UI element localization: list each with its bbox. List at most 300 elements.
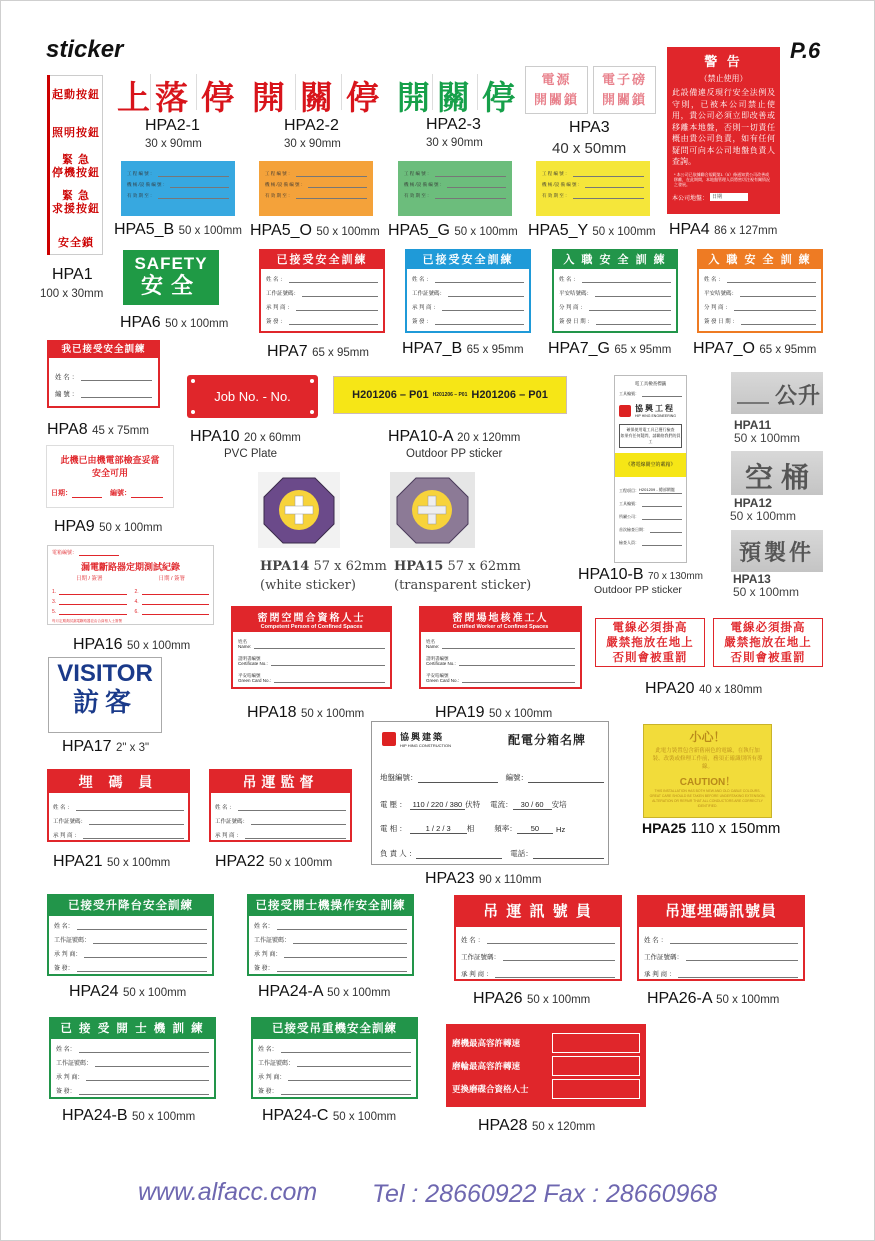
hpa3-lock-power-text: 電源 開關鎖 bbox=[533, 72, 579, 107]
hpa7-row-line bbox=[596, 317, 671, 325]
hpa10b-row-label: 工程項目： bbox=[619, 488, 639, 493]
hip-hing-logo-icon bbox=[619, 405, 631, 417]
hpa24-row-line bbox=[77, 964, 207, 972]
hpa21-row-line bbox=[76, 803, 184, 811]
hpa23-voltage-unit: 伏特 bbox=[465, 800, 481, 809]
hpa5-row-label: 工 程 編 號 ： bbox=[265, 171, 293, 176]
hpa24-row-label: 承 判 商： bbox=[254, 952, 282, 958]
hpa10b-row-line bbox=[650, 525, 682, 533]
hpa7-row-label: 平安咭號碼： bbox=[704, 291, 738, 297]
hpa16-row bbox=[135, 585, 210, 595]
hpa5-row bbox=[127, 188, 229, 199]
hpa6-zh: 安全 bbox=[140, 273, 201, 298]
hpa25-caution-sticker bbox=[643, 724, 772, 818]
hpa28-row-label: 更換磨碟合資格人士 bbox=[452, 1083, 529, 1094]
hpa5-row-line bbox=[296, 169, 367, 177]
hpa16-grid bbox=[52, 585, 209, 615]
hpa7-row bbox=[704, 283, 816, 297]
divider bbox=[295, 74, 296, 110]
hpa23-company-en: HIP HING CONSTRUCTION bbox=[400, 743, 452, 748]
hpa18-row bbox=[238, 666, 385, 683]
hpa13-sticker bbox=[731, 530, 823, 572]
hpa22-row-label: 承 判 商 ： bbox=[215, 833, 242, 839]
hpa7-row-label: 簽 發 ： bbox=[412, 319, 432, 325]
hpa26-row-line bbox=[678, 970, 798, 978]
hpa24-row bbox=[54, 944, 207, 958]
divider bbox=[341, 74, 342, 110]
hpa24-row-label: 承 判 商： bbox=[258, 1075, 286, 1081]
hpa2-char: 開 bbox=[397, 78, 430, 117]
hpa7-o-code: HPA7_O 65 x 95mm bbox=[693, 340, 817, 357]
hpa26-card-title: 吊 運 訊 號 員 bbox=[456, 897, 620, 927]
hpa5-row-line bbox=[585, 180, 644, 188]
hpa10-text: Job No. - No. bbox=[214, 389, 291, 404]
hpa23-phase-label: 電 相 ： bbox=[380, 824, 407, 833]
hpa11-sticker bbox=[731, 372, 823, 414]
hpa19-row-line bbox=[459, 658, 575, 666]
hpa7-row-line bbox=[448, 289, 524, 297]
hpa24-row-line bbox=[277, 922, 407, 930]
hpa24-row bbox=[54, 958, 207, 972]
hpa7-row-label: 姓 名 ： bbox=[704, 277, 724, 283]
hpa26-row-label: 姓 名 ： bbox=[644, 937, 668, 944]
footer-contact: Tel : 28660922 Fax : 28660968 bbox=[372, 1180, 718, 1208]
hpa18-row-line bbox=[274, 675, 385, 683]
divider bbox=[432, 74, 433, 110]
hpa13-code: HPA13 bbox=[733, 572, 771, 586]
hpa4-footer-box: 日期 bbox=[710, 193, 748, 201]
hpa23-person-label: 負 責 人 ： bbox=[380, 849, 417, 858]
hpa24-row bbox=[56, 1067, 209, 1081]
hpa15-code: HPA15 57 x 62mm bbox=[394, 559, 521, 574]
hpa24-card-title: 已 接 受 開 士 機 訓 練 bbox=[51, 1019, 214, 1039]
hpa26-row bbox=[461, 927, 615, 944]
hpa7-card bbox=[259, 249, 385, 333]
hpa5-row-line bbox=[158, 191, 229, 199]
hpa22-row-label: 工作証號碼： bbox=[215, 819, 249, 825]
divider bbox=[477, 74, 478, 110]
hpa10b-notice: 確保使用電工具已獲行檢查 如果有任何疑問，請聯絡我們的員工 bbox=[619, 424, 682, 448]
hpa24b-code: HPA24-B 50 x 100mm bbox=[62, 1107, 196, 1124]
hpa16-row-line bbox=[142, 587, 209, 595]
hpa10b-row-label: 首次檢查日期： bbox=[619, 527, 647, 532]
hpa26-row-line bbox=[487, 936, 615, 944]
hpa7-row-line bbox=[289, 317, 378, 325]
hpa17-visitor-sticker bbox=[48, 657, 162, 733]
hpa5-row-line bbox=[435, 169, 506, 177]
hpa5-row-line bbox=[170, 180, 229, 188]
hpa3-lock-scale-text: 電子磅 開關鎖 bbox=[601, 72, 647, 107]
hpa10b-desc: Outdoor PP sticker bbox=[594, 584, 682, 596]
hpa7-row bbox=[266, 269, 378, 283]
hpa7-row bbox=[704, 311, 816, 325]
hpa26-row-label: 承 判 商 ： bbox=[644, 971, 676, 978]
hpa19-rows bbox=[421, 632, 580, 683]
hpa3-code: HPA3 bbox=[569, 119, 610, 136]
hpa22-row bbox=[215, 797, 346, 811]
hpa5-row-line bbox=[296, 191, 367, 199]
hpa24-code: HPA24 50 x 100mm bbox=[69, 983, 187, 1000]
hpa5-row-label: 機 械 /設 備 編 號 ： bbox=[542, 182, 583, 187]
hpa4-title: 警 告 bbox=[704, 54, 743, 69]
hpa16-row bbox=[52, 585, 127, 595]
hpa11-text: 公升 bbox=[775, 383, 822, 408]
hpa9-code: HPA9 50 x 100mm bbox=[54, 518, 163, 535]
hpa4-note: * 本公司已依據聯合規範第1（5）條通知貴公司改善或移離，在此期間，本地盤管理人員將密切注視有關情況之發展。 bbox=[674, 171, 770, 187]
hpa7-row-line bbox=[727, 275, 816, 283]
hpa21-sticker bbox=[47, 769, 190, 842]
hpa22-row-line bbox=[238, 803, 346, 811]
hpa5-row bbox=[265, 188, 367, 199]
hpa7-row bbox=[266, 283, 378, 297]
hpa24-row bbox=[56, 1039, 209, 1053]
hpa10a-sticker bbox=[333, 376, 567, 414]
hpa7-row bbox=[559, 283, 671, 297]
hpa16-row-line bbox=[142, 607, 209, 615]
hpa16-row bbox=[135, 605, 210, 615]
hpa26-row-line bbox=[503, 953, 615, 961]
hpa19-row bbox=[426, 649, 575, 666]
hpa23-current-value: 30 / 60 bbox=[513, 800, 552, 810]
hpa28-row-box bbox=[552, 1079, 640, 1099]
hpa4-body: 此設備違反現行安全法例及守則，已被本公司禁止使用，貴公司必須立即改善或移離本地盤，否則一切責任概由貴公司負責，如有任何疑問可向本公司地盤負責人查詢。 bbox=[672, 88, 775, 166]
screw-hole-icon bbox=[310, 410, 314, 414]
hpa16-sticker bbox=[47, 545, 214, 625]
hpa24-row-label: 簽 發： bbox=[56, 1089, 76, 1095]
hpa26-row-line bbox=[495, 970, 615, 978]
section-title: sticker bbox=[46, 36, 124, 63]
hpa8-row-name: 姓 名 ： bbox=[55, 368, 152, 381]
hpa21-row bbox=[53, 825, 184, 839]
hpa24-card-title: 已接受吊重機安全訓練 bbox=[253, 1019, 416, 1039]
hpa19-code: HPA19 50 x 100mm bbox=[435, 704, 553, 721]
hpa24-card-title: 已接受升降台安全訓練 bbox=[49, 896, 212, 916]
hpa7-row-label: 分 判 商 ： bbox=[704, 305, 731, 311]
hpa25-en-title: CAUTION！ bbox=[679, 777, 736, 788]
hpa16-row-num: 3. bbox=[52, 599, 57, 605]
hpa1-size: 100 x 30mm bbox=[40, 288, 104, 300]
hpa2-2-size: 30 x 90mm bbox=[284, 138, 341, 150]
hpa24-card bbox=[251, 1017, 418, 1099]
hpa24-row bbox=[258, 1081, 411, 1095]
footer-website[interactable]: www.alfacc.com bbox=[138, 1178, 318, 1206]
hpa26-row-label: 姓 名 ： bbox=[461, 937, 485, 944]
hpa7-row-line bbox=[296, 303, 378, 311]
hpa24-row bbox=[254, 958, 407, 972]
hpa7-card-title: 入 職 安 全 訓 練 bbox=[699, 251, 821, 269]
hpa5-row-line bbox=[573, 191, 644, 199]
hpa24-row-line bbox=[93, 936, 207, 944]
hpa14-desc: (white sticker) bbox=[260, 578, 356, 593]
hpa28-row-box bbox=[552, 1056, 640, 1076]
hpa14-code: HPA14 57 x 62mm bbox=[260, 559, 387, 574]
hpa6-en: SAFETY bbox=[134, 254, 208, 273]
hpa5-row-line bbox=[573, 169, 644, 177]
hpa24-row-line bbox=[86, 1073, 209, 1081]
hpa10b-band: 《將電線閘空的載箱》 bbox=[615, 453, 686, 477]
hpa2-2-code: HPA2-2 bbox=[284, 117, 339, 134]
hpa21-row-label: 工作証號碼： bbox=[53, 819, 87, 825]
hpa23-title: 配電分箱名牌 bbox=[507, 732, 586, 747]
hpa7-row bbox=[559, 311, 671, 325]
hpa2-3-size: 30 x 90mm bbox=[426, 137, 483, 149]
hpa18-row-label: 證明書編號 Certificate No.: bbox=[238, 656, 268, 666]
screw-hole-icon bbox=[310, 379, 314, 383]
hpa11-size: 50 x 100mm bbox=[734, 431, 801, 445]
hpa4-subtitle: （禁止使用） bbox=[699, 74, 748, 83]
page-number: P.6 bbox=[790, 38, 821, 63]
hpa1-label-start: 起動按鈕 bbox=[52, 89, 100, 101]
hpa7-row-label: 承 判 商 ： bbox=[266, 305, 293, 311]
hpa24-row-line bbox=[288, 1073, 411, 1081]
hpa2-char: 停 bbox=[346, 78, 379, 117]
hpa16-row-num: 2. bbox=[134, 589, 139, 595]
hpa7-card-title: 已接受安全訓練 bbox=[407, 251, 529, 269]
hpa22-row bbox=[215, 825, 346, 839]
hpa26-card-title: 吊運埋碼訊號員 bbox=[639, 897, 803, 927]
hpa24-card bbox=[49, 1017, 216, 1099]
hpa24-row bbox=[254, 944, 407, 958]
hpa7-row bbox=[704, 269, 816, 283]
hpa7-row-line bbox=[741, 317, 816, 325]
hpa24-card bbox=[247, 894, 414, 976]
screw-hole-icon bbox=[191, 410, 195, 414]
hpa5-row-label: 機 械 /設 備 編 號 ： bbox=[265, 182, 306, 187]
hpa23-phase-value: 1 / 2 / 3 bbox=[410, 824, 467, 834]
hpa10b-row bbox=[619, 507, 682, 520]
hpa13-text: 預製件 bbox=[739, 540, 815, 565]
hpa20-sticker-b bbox=[713, 618, 823, 667]
hpa7-row-label: 承 判 商 ： bbox=[412, 305, 439, 311]
hpa7-card-title: 已接受安全訓練 bbox=[261, 251, 383, 269]
hpa24-row bbox=[254, 916, 407, 930]
hpa12-text: 空桶 bbox=[745, 462, 818, 493]
hpa5-row bbox=[127, 166, 229, 177]
hpa26-row bbox=[461, 944, 615, 961]
hpa21-row-label: 承 判 商 ： bbox=[53, 833, 80, 839]
hpa23-no-label: 編號： bbox=[505, 773, 528, 782]
hpa24-row-line bbox=[281, 1087, 411, 1095]
hpa16-row-line bbox=[142, 597, 209, 605]
hpa24-card-title: 已接受開士機操作安全訓練 bbox=[249, 896, 412, 916]
hpa10b-row-value: H201209 - 總部閘龍 bbox=[639, 487, 682, 494]
safety-on-the-move-badge-icon bbox=[258, 472, 340, 548]
hpa23-freq-label: 頻率： bbox=[494, 824, 517, 833]
hpa24-row-label: 姓 名： bbox=[56, 1047, 76, 1053]
hpa24-row bbox=[258, 1067, 411, 1081]
hpa18-code: HPA18 50 x 100mm bbox=[247, 704, 365, 721]
hpa22-row-label: 姓 名 ： bbox=[215, 805, 235, 811]
hpa24-row bbox=[258, 1039, 411, 1053]
hpa16-row bbox=[52, 605, 127, 615]
hpa7-row bbox=[412, 269, 524, 283]
hpa18-row-label: 平安咭編號 Green Card No.: bbox=[238, 673, 272, 683]
hpa12-size: 50 x 100mm bbox=[730, 509, 797, 523]
hpa25-title: 小心！ bbox=[689, 730, 726, 744]
hpa16-row bbox=[52, 595, 127, 605]
hpa2-char: 開 bbox=[252, 78, 285, 117]
hpa18-sticker bbox=[231, 606, 392, 689]
hpa10-plate bbox=[187, 375, 318, 418]
hpa10a-code: HPA10-A 20 x 120mm bbox=[388, 428, 521, 445]
hpa28-row-label: 磨機最高容許轉速 bbox=[452, 1037, 521, 1048]
hpa23-code: HPA23 90 x 110mm bbox=[425, 870, 542, 887]
hpa7-row bbox=[704, 297, 816, 311]
hpa24-row-line bbox=[77, 922, 207, 930]
hpa5-row-line bbox=[308, 180, 367, 188]
hpa5-b-code: HPA5_B 50 x 100mm bbox=[114, 221, 242, 238]
hpa2-char: 關 bbox=[437, 78, 470, 117]
hpa7-row bbox=[559, 297, 671, 311]
hpa24-row bbox=[56, 1081, 209, 1095]
hpa2-char: 關 bbox=[300, 78, 333, 117]
hpa5-row-label: 有 效 期 至 ： bbox=[265, 193, 293, 198]
hpa5-row-label: 機 械 /設 備 編 號 ： bbox=[127, 182, 168, 187]
hpa10b-title: 電工具檢查標籤 bbox=[634, 381, 667, 386]
hpa5-row bbox=[265, 177, 367, 188]
safety-on-the-move-badge-icon bbox=[390, 472, 475, 548]
hpa7-row-label: 姓 名 ： bbox=[412, 277, 432, 283]
hpa24-row-label: 工作証號碼： bbox=[254, 938, 291, 944]
hpa28-sticker bbox=[446, 1024, 646, 1107]
hpa25-code: HPA25 110 x 150mm bbox=[642, 820, 781, 837]
hpa16-row bbox=[135, 595, 210, 605]
divider bbox=[150, 74, 151, 110]
hpa26-row bbox=[644, 927, 798, 944]
hpa26-row-line bbox=[686, 953, 798, 961]
hpa5-row-label: 機 械 /設 備 編 號 ： bbox=[404, 182, 445, 187]
hpa24a-code: HPA24-A 50 x 100mm bbox=[258, 983, 391, 1000]
hpa5-row bbox=[404, 177, 506, 188]
hpa2-char: 停 bbox=[201, 78, 234, 117]
hpa24-row bbox=[56, 1053, 209, 1067]
hpa24-row-label: 姓 名： bbox=[254, 924, 274, 930]
hpa24-row-line bbox=[293, 936, 407, 944]
hip-hing-logo-icon bbox=[382, 732, 396, 746]
hpa3-lock-power bbox=[525, 66, 588, 114]
hpa2-char: 落 bbox=[155, 78, 188, 117]
hpa19-row-label: 證明書編號 Certificate No.: bbox=[426, 656, 456, 666]
hpa18-title: 密閉空間合資格人士 bbox=[257, 613, 366, 624]
hpa3-size: 40 x 50mm bbox=[552, 140, 627, 157]
hpa2-char: 停 bbox=[482, 78, 515, 117]
hpa17-zh: 訪客 bbox=[72, 687, 137, 717]
hpa10b-row bbox=[619, 520, 682, 533]
hpa7-row-line bbox=[435, 317, 524, 325]
hpa5-row-line bbox=[435, 191, 506, 199]
hpa10b-row-line bbox=[642, 538, 682, 546]
hpa5-card bbox=[398, 161, 512, 216]
hpa7-card-title: 入 職 安 全 訓 練 bbox=[554, 251, 676, 269]
hpa21-title: 埋 碼 員 bbox=[49, 771, 188, 793]
hpa7-row-line bbox=[734, 303, 816, 311]
hpa24-row-label: 姓 名： bbox=[258, 1047, 278, 1053]
hpa5-row bbox=[542, 166, 644, 177]
hpa7-row bbox=[559, 269, 671, 283]
hpa10b-row-line bbox=[642, 499, 682, 507]
hpa10b-row-label: 工具編號： bbox=[619, 501, 639, 506]
hpa21-code: HPA21 50 x 100mm bbox=[53, 853, 171, 870]
hpa1-label-light: 照明按鈕 bbox=[52, 127, 100, 139]
hpa10b-rows bbox=[615, 481, 686, 546]
hpa10b-row-line bbox=[642, 512, 682, 520]
hpa21-row-label: 姓 名 ： bbox=[53, 805, 73, 811]
hpa2-1-size: 30 x 90mm bbox=[145, 138, 202, 150]
hpa16-row-num: 5. bbox=[52, 609, 57, 615]
hpa26-card bbox=[454, 895, 622, 981]
hpa4-warning-sticker bbox=[667, 47, 780, 214]
hpa23-distribution-board-plate bbox=[371, 721, 609, 865]
hpa5-row-line bbox=[447, 180, 506, 188]
hpa5-g-code: HPA5_G 50 x 100mm bbox=[388, 222, 518, 239]
hpa10b-sticker: 電工具檢查標籤 工具編號： 協興工程 HIP HING ENGINEERING 確保使用電工具已獲行檢查 如果有任何疑問，請聯絡我們的員工 《將電線閘空的載箱》 工程項目： H201209 - 總部閘龍 工具編號： 所屬公司： 首次檢查日期： 檢查人員： bbox=[614, 375, 687, 563]
hpa10b-row-label: 所屬公司： bbox=[619, 514, 639, 519]
hpa8-sticker bbox=[47, 340, 160, 408]
hpa13-size: 50 x 100mm bbox=[733, 585, 800, 599]
hpa5-row-label: 工 程 編 號 ： bbox=[404, 171, 432, 176]
hpa7-card bbox=[405, 249, 531, 333]
hpa21-row-line bbox=[89, 817, 184, 825]
hpa22-title: 吊運監督 bbox=[211, 771, 350, 793]
hpa7-row-label: 工作証號碼： bbox=[266, 291, 300, 297]
hpa7-row-line bbox=[589, 303, 671, 311]
hpa18-row-line bbox=[254, 641, 385, 649]
hpa22-row-line bbox=[245, 831, 346, 839]
hpa26-row-label: 承 判 商 ： bbox=[461, 971, 493, 978]
hpa10b-row bbox=[619, 481, 682, 494]
hpa7-b-code: HPA7_B 65 x 95mm bbox=[402, 340, 524, 357]
hpa22-row bbox=[215, 811, 346, 825]
hpa10b-company-en: HIP HING ENGINEERING bbox=[635, 414, 676, 418]
hpa16-row-line bbox=[59, 587, 126, 595]
hpa7-row-label: 分 判 商 ： bbox=[559, 305, 586, 311]
hpa22-sticker bbox=[209, 769, 352, 842]
hpa7-row-label: 簽 發 ： bbox=[266, 319, 286, 325]
hpa22-rows bbox=[211, 797, 350, 839]
hpa24-card bbox=[47, 894, 214, 976]
hpa28-row-box bbox=[552, 1033, 640, 1053]
hpa1-label-lock: 安全鎖 bbox=[58, 237, 94, 249]
hpa24-row-line bbox=[84, 950, 207, 958]
hpa19-title-en: Certified Worker of Confined Spaces bbox=[452, 624, 549, 630]
hpa23-current-unit: 安培 bbox=[551, 800, 567, 809]
hpa21-row-line bbox=[83, 831, 184, 839]
hpa24-row-label: 姓 名： bbox=[54, 924, 74, 930]
hpa10a-text-right: H201206 – P01 bbox=[471, 389, 548, 401]
hpa21-rows bbox=[49, 797, 188, 839]
hpa5-card bbox=[121, 161, 235, 216]
hpa16-row-num: 1. bbox=[52, 589, 57, 595]
hpa22-row-line bbox=[251, 817, 346, 825]
blank-line bbox=[737, 402, 769, 404]
hpa16-col-left: 日期 / 簽署 bbox=[75, 576, 103, 582]
hpa25-zh: 此電力裝置包含新舊兩色的電線，在執行加裝、改裝或修理工作前，務須正確識別所有導線。 bbox=[652, 748, 763, 770]
hpa10b-row bbox=[619, 494, 682, 507]
hpa16-row-num: 6. bbox=[134, 609, 139, 615]
hpa28-row bbox=[452, 1077, 640, 1100]
hpa7-row bbox=[412, 311, 524, 325]
hpa24-row-label: 簽 發： bbox=[54, 966, 74, 972]
hpa7-row-line bbox=[595, 289, 671, 297]
hpa7-row-line bbox=[582, 275, 671, 283]
hpa26-code: HPA26 50 x 100mm bbox=[473, 990, 591, 1007]
hpa26-row bbox=[644, 944, 798, 961]
hpa16-row-line bbox=[59, 597, 126, 605]
hpa24-row-line bbox=[284, 950, 407, 958]
hpa7-row-label: 姓 名 ： bbox=[559, 277, 579, 283]
hpa23-voltage-label: 電 壓 ： bbox=[380, 800, 407, 809]
hpa28-row bbox=[452, 1054, 640, 1077]
